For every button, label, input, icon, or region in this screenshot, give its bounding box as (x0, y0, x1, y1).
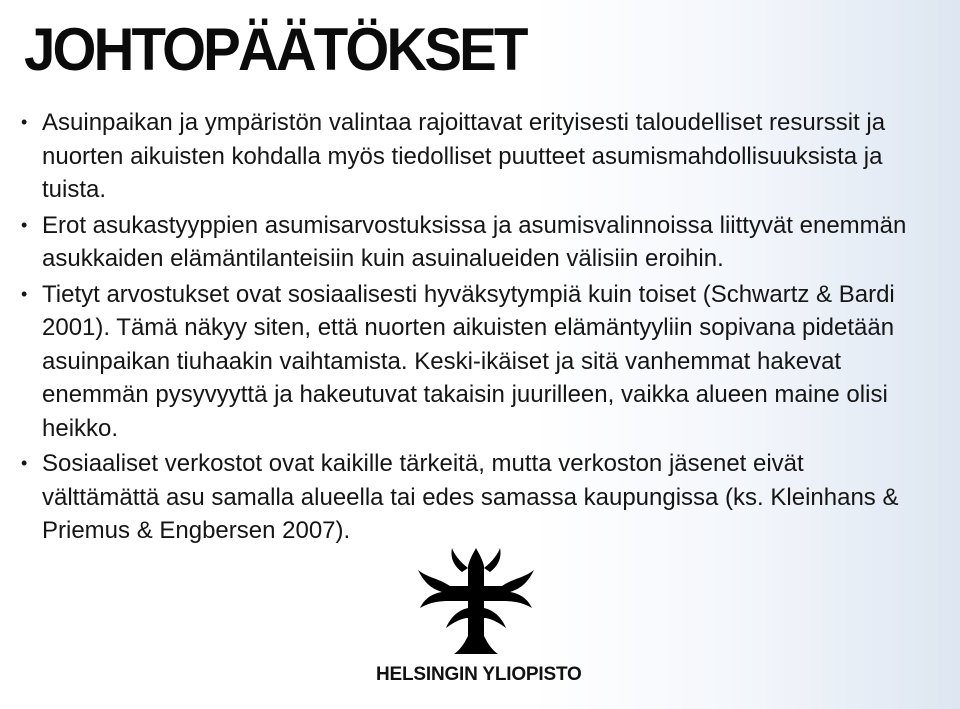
university-logo (374, 548, 582, 688)
bullet-item-3 (20, 278, 920, 446)
bullet-text: Tietyt arvostukset ovat sosiaalisesti hyväksytympiä kuin toiset (Schwartz & Bardi 2001). Tämä näkyy siten, että nuorten aikuisten elämäntyyliin sopivana pidetään asuinpaikan tiuhaakin vaihtamista. Keski-ikäiset ja sitä vanhemmat hakevat enemmän pysyvyyttä ja hakeutuvat takaisin juurilleen, vaikka alueen maine olisi heikko. (42, 280, 895, 442)
slide-title: JOHTOPÄÄTÖKSET (24, 16, 526, 83)
bullet-item-4 (20, 447, 920, 548)
bullet-item-1 (20, 106, 920, 207)
bullet-text: Sosiaaliset verkostot ovat kaikille tärkeitä, mutta verkoston jäsenet eivät välttämättä asu samalla alueella tai edes samassa kaupungissa (ks. Kleinhans & Priemus & Engbersen 2007). (42, 450, 899, 544)
bullet-marker: • (21, 214, 28, 235)
bullet-marker: • (21, 453, 28, 473)
bullet-item-2 (20, 209, 920, 276)
bullet-marker: • (21, 283, 28, 304)
bullet-list (20, 106, 920, 548)
bullet-text: Erot asukastyyppien asumisarvostuksissa ja asumisvalinnoissa liittyvät enemmän asukkaiden elämäntilanteisiin kuin asuinalueiden välisiin eroihin. (42, 211, 907, 272)
logo-text: HELSINGIN YLIOPISTO (376, 664, 582, 685)
bullet-marker: • (21, 112, 28, 132)
helsinki-university-flame-cross-icon (416, 548, 536, 656)
bullet-text: Asuinpaikan ja ympäristön valintaa rajoittavat erityisesti taloudelliset resurssit ja nuorten aikuisten kohdalla myös tiedolliset puutteet asumismahdollisuuksista ja tuista. (42, 109, 886, 203)
